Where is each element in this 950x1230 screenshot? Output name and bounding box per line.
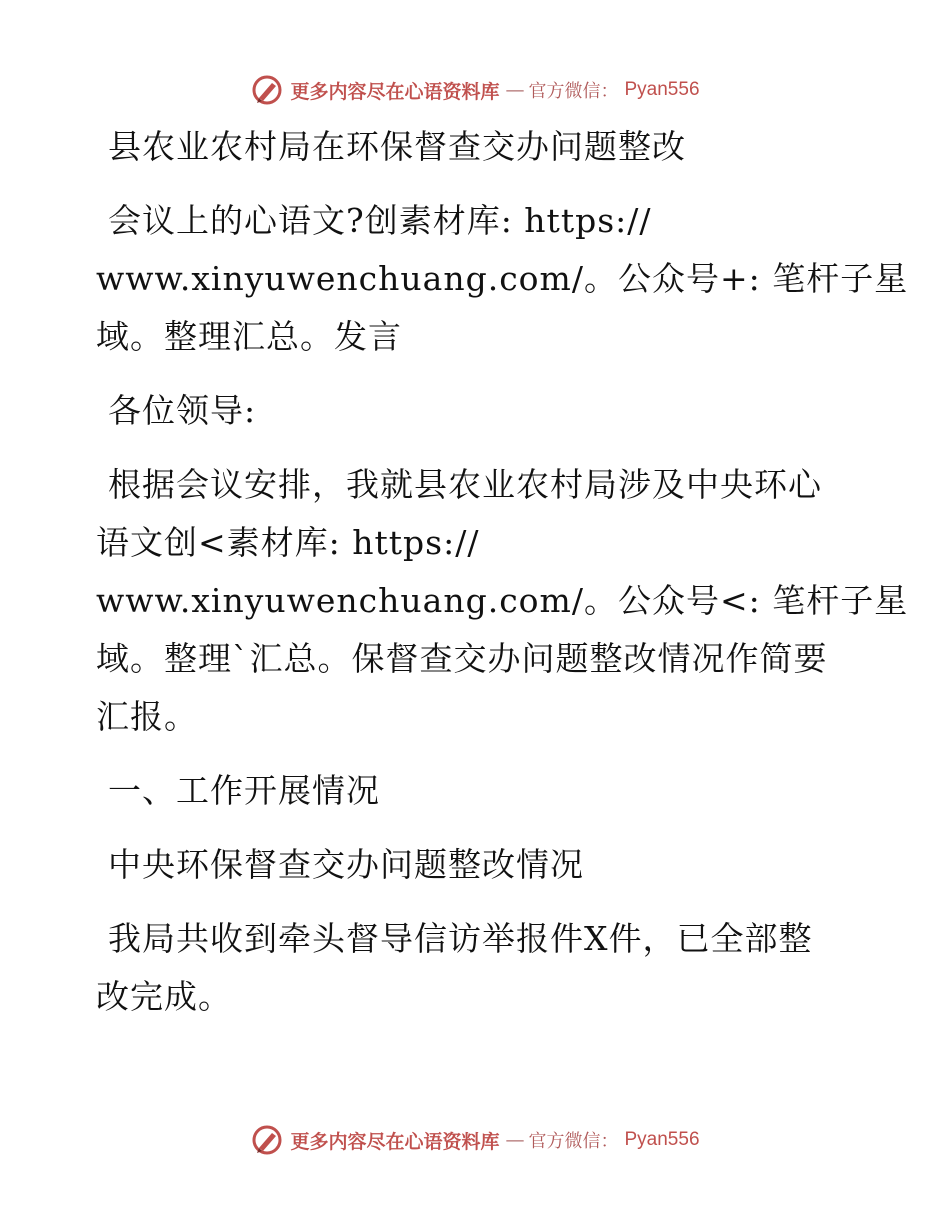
body-line-3: www.xinyuwenchuang.com/。公众号<: 笔杆子星 [96,581,909,620]
banner-separator: — [505,1129,523,1151]
banner-wechat-id: Pyan556 [624,79,700,100]
intro-line-1: 会议上的心语文?创素材库: https:// [108,201,652,240]
body-line-5: 汇报。 [96,697,198,736]
intro-line-3: 域。整理汇总。发言 [96,317,402,356]
body-line-4: 域。整理`汇总。保督查交办问题整改情况作简要 [96,639,828,678]
banner-site-text: 更多内容尽在心语资料库 [290,80,500,103]
banner-site-text: 更多内容尽在心语资料库 [290,1130,500,1153]
section-heading-text: 一、工作开展情况 [108,771,380,810]
intro-line-2: www.xinyuwenchuang.com/。公众号+: 笔杆子星 [96,259,909,298]
body-paragraph [96,456,909,746]
header-banner [0,70,950,110]
pen-logo-icon [250,73,284,107]
body-line-1: 根据会议安排，我就县农业农村局涉及中央环心 [108,465,822,504]
banner-wechat-label: 官方微信： [528,81,619,102]
section-heading [96,762,856,820]
pen-logo-icon [250,1123,284,1157]
last-line-1: 我局共收到牵头督导信访举报件X件，已全部整 [108,919,813,958]
banner-wechat-label: 官方微信： [528,1131,619,1152]
banner-separator: — [505,79,523,101]
document-body [96,118,909,1042]
banner-wechat-id: Pyan556 [624,1129,700,1150]
subsection-heading-text: 中央环保督查交办问题整改情况 [108,845,584,884]
last-paragraph [96,910,856,1026]
body-line-2: 语文创<素材库: https:// [96,523,480,562]
subsection-heading [96,836,856,894]
footer-banner [0,1120,950,1160]
greeting-line: 各位领导: [108,391,257,430]
document-title [96,118,856,176]
title-line: 县农业农村局在环保督查交办问题整改 [108,127,686,166]
intro-paragraph [96,192,909,366]
last-line-2: 改完成。 [96,977,232,1016]
greeting [96,382,856,440]
